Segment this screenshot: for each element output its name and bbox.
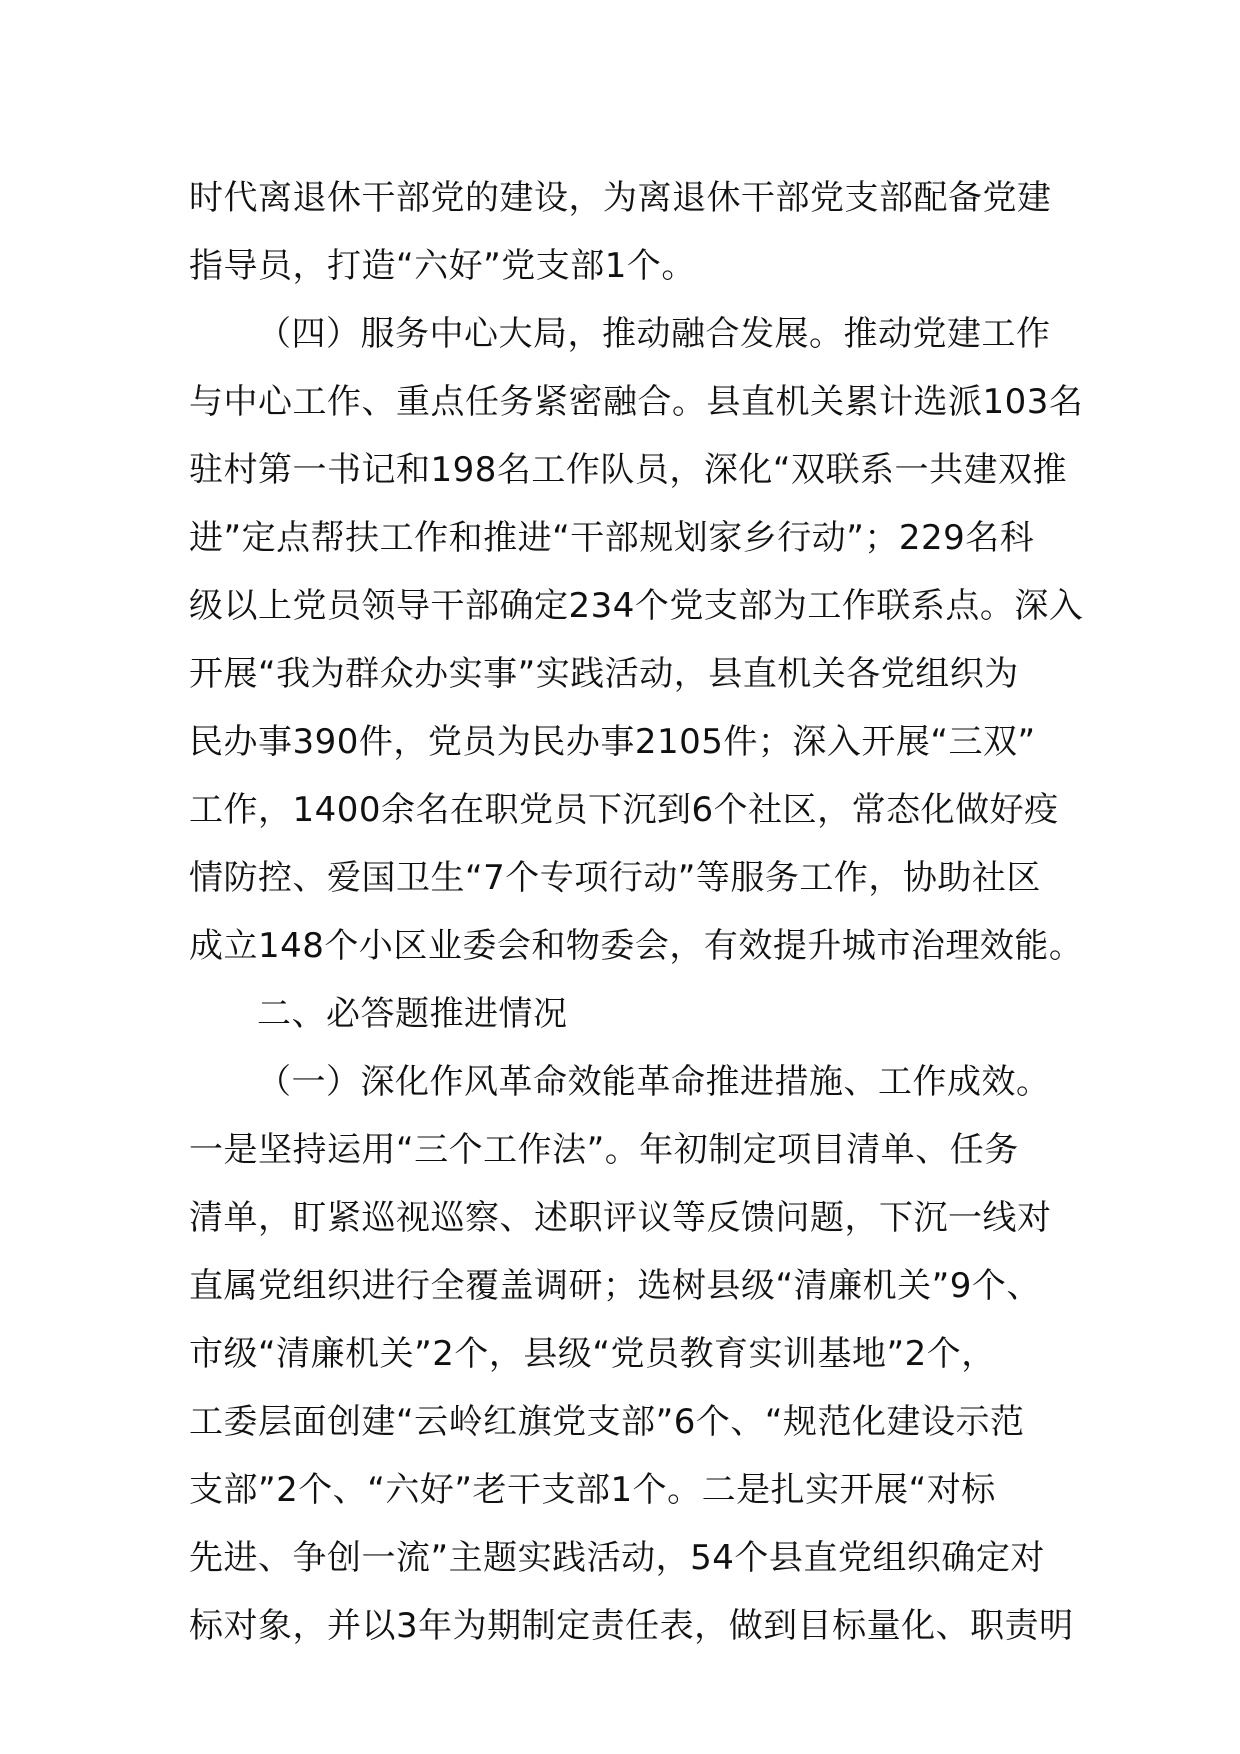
text-line: 情防控、爱国卫生“7个专项行动”等服务工作，协助社区	[189, 858, 1041, 898]
section-heading	[189, 980, 1069, 1048]
text-line: 清单，盯紧巡视巡察、述职评议等反馈问题，下沉一线对	[189, 1198, 1052, 1238]
text-line: 民办事390件，党员为民办事2105件；深入开展“三双”	[189, 722, 1036, 762]
text-line: 驻村第一书记和198名工作队员，深化“双联系一共建双推	[189, 450, 1068, 490]
text-line: 时代离退休干部党的建设，为离退休干部党支部配备党建	[189, 178, 1052, 218]
text-line: 直属党组织进行全覆盖调研；选树县级“清廉机关”9个、	[189, 1266, 1041, 1306]
text-line: 支部”2个、“六好”老干支部1个。二是扎实开展“对标	[189, 1470, 996, 1510]
text-line: 开展“我为群众办实事”实践活动，县直机关各党组织为	[189, 654, 1019, 694]
text-line: 指导员，打造“六好”党支部1个。	[189, 246, 696, 286]
text-line: 与中心工作、重点任务紧密融合。县直机关累计选派103名	[189, 382, 1084, 422]
text-line: 先进、争创一流”主题实践活动，54个县直党组织确定对	[189, 1538, 1045, 1578]
document-body	[189, 164, 1084, 1660]
paragraph-continuation	[189, 164, 1069, 300]
text-line: 工作，1400余名在职党员下沉到6个社区，常态化做好疫	[189, 790, 1059, 830]
heading-line: 二、必答题推进情况	[257, 994, 568, 1034]
text-line: 进”定点帮扶工作和推进“干部规划家乡行动”；229名科	[189, 518, 1035, 558]
text-line: （四）服务中心大局，推动融合发展。推动党建工作	[257, 314, 1051, 354]
text-line: （一）深化作风革命效能革命推进措施、工作成效。	[257, 1062, 1051, 1102]
text-line: 工委层面创建“云岭红旗党支部”6个、“规范化建设示范	[189, 1402, 1025, 1442]
text-line: 一是坚持运用“三个工作法”。年初制定项目清单、任务	[189, 1130, 1019, 1170]
text-line: 标对象，并以3年为期制定责任表，做到目标量化、职责明	[189, 1606, 1074, 1646]
text-line: 市级“清廉机关”2个，县级“党员教育实训基地”2个，	[189, 1334, 996, 1374]
text-line: 级以上党员领导干部确定234个党支部为工作联系点。深入	[189, 586, 1084, 626]
text-line: 成立148个小区业委会和物委会，有效提升城市治理效能。	[189, 926, 1084, 966]
paragraph-section-one	[189, 1048, 1074, 1660]
paragraph-section-four	[189, 300, 1084, 980]
